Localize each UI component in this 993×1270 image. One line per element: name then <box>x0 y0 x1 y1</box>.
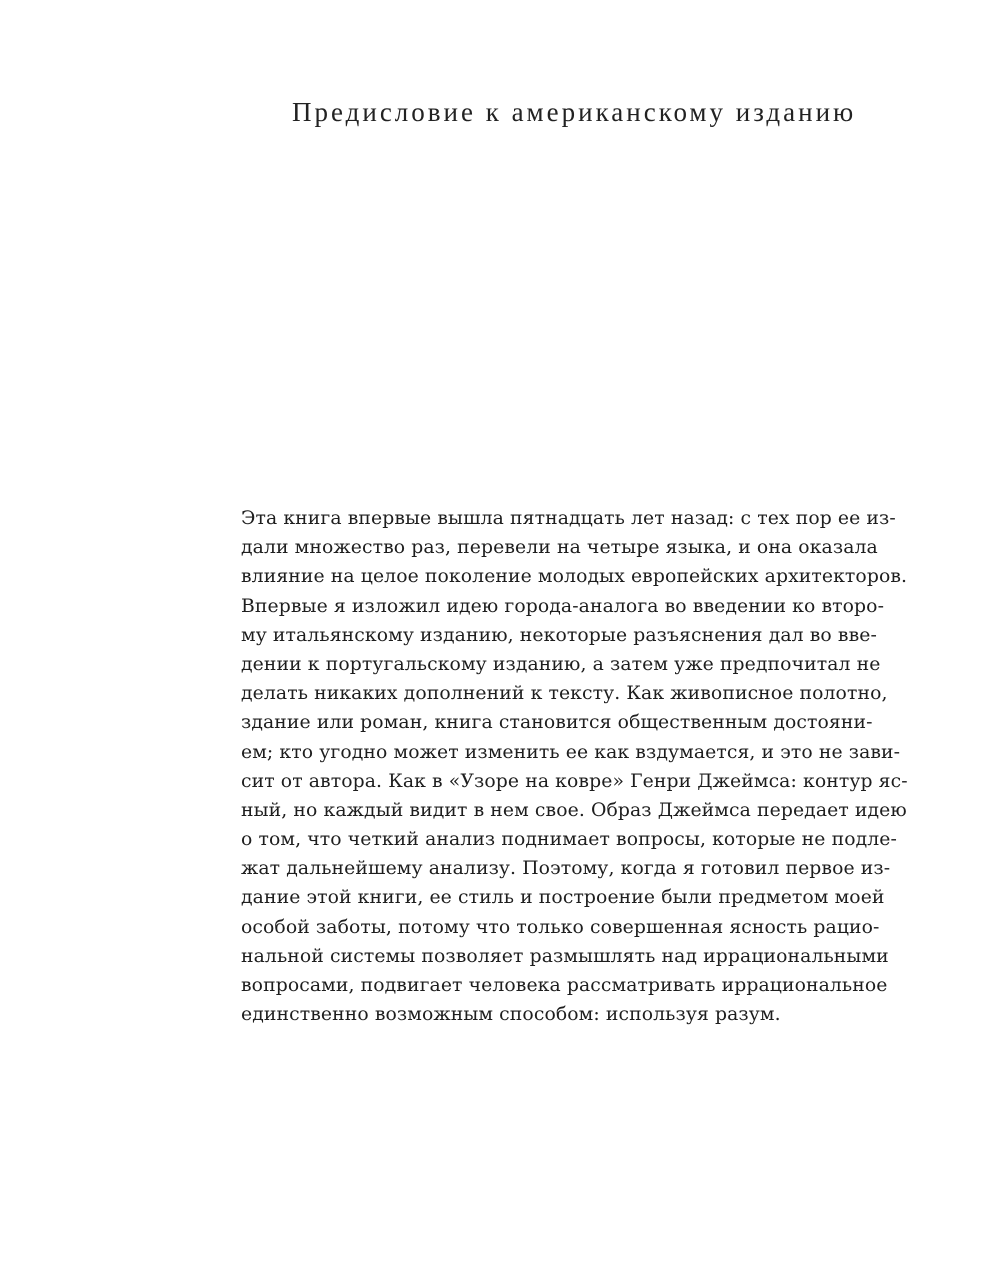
text-line: сит от автора. Как в «Узоре на ковре» Генри Джеймса: контур яс- <box>241 770 908 792</box>
text-line: о том, что четкий анализ поднимает вопросы, которые не подле- <box>241 829 897 851</box>
text-line: Эта книга впервые вышла пятнадцать лет назад: с тех пор ее из- <box>241 508 896 529</box>
text-line: здание или роман, книга становится общественным достояни- <box>241 712 873 734</box>
text-line: особой заботы, потому что только совершенная ясность рацио- <box>241 916 880 938</box>
text-line: ный, но каждый видит в нем свое. Образ Джеймса передает идею <box>241 799 907 821</box>
page-title: Предисловие к американскому изданию <box>292 97 857 127</box>
text-line: Впервые я изложил идею города-аналога во введении ко второ- <box>241 595 885 617</box>
text-line: му итальянскому изданию, некоторые разъяснения дал во вве- <box>241 624 877 646</box>
text-line: жат дальнейшему анализу. Поэтому, когда я готовил первое из- <box>241 858 891 880</box>
text-line: делать никаких дополнений к тексту. Как живописное полотно, <box>241 683 888 705</box>
text-line: вопросами, подвигает человека рассматривать иррациональное <box>241 975 888 996</box>
text-line: единственно возможным способом: используя разум. <box>241 1004 781 1026</box>
text-line: дали множество раз, перевели на четыре языка, и она оказала <box>241 537 878 559</box>
body-paragraph <box>241 504 921 1029</box>
text-line: дание этой книги, ее стиль и построение были предметом моей <box>241 887 885 909</box>
text-line: влияние на целое поколение молодых европейских архитекторов. <box>241 566 908 588</box>
text-line: ем; кто угодно может изменить ее как вздумается, и это не зави- <box>241 741 901 763</box>
text-line: дении к португальскому изданию, а затем уже предпочитал не <box>241 653 881 675</box>
text-line: нальной системы позволяет размышлять над иррациональными <box>241 945 889 967</box>
